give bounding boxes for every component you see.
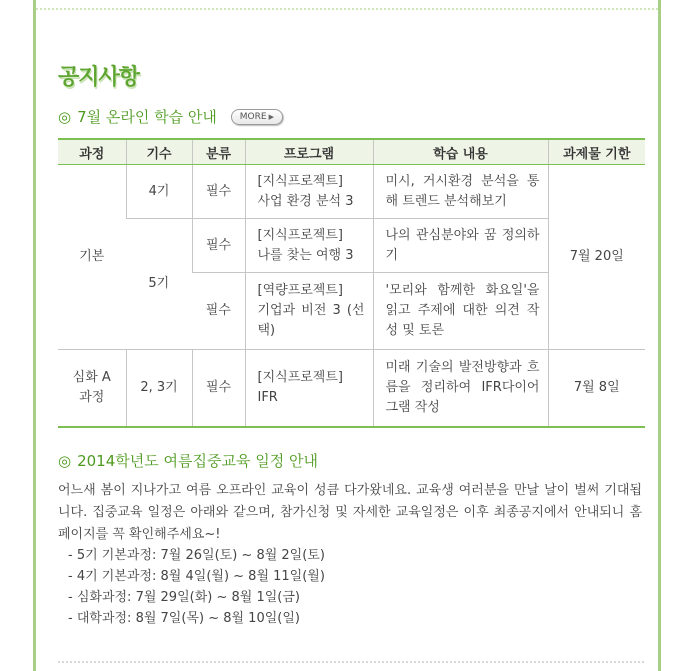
table-row bbox=[58, 165, 645, 219]
top-divider bbox=[36, 8, 658, 10]
list-item: - 심화과정: 7월 29일(화) ~ 8월 1일(금) bbox=[68, 590, 300, 605]
online-learning-table bbox=[58, 138, 645, 428]
schedule-intro-paragraph: 어느새 봄이 지나가고 여름 오프라인 교육이 성큼 다가왔네요. 교육생 여러분을 만날 날이 벌써 기대됩니다. 집중교육 일정은 아래와 같으며, 참가신청 및 자세한 교육일정은 이후 최종공지에서 안내되니 홈페이지를 꼭 확인해주세요~! bbox=[58, 483, 642, 542]
category-cell: 필수 bbox=[192, 219, 245, 273]
due-date-cell: 7월 20일 bbox=[548, 165, 645, 350]
program-cell: [역량프로젝트] 기업과 비전 3 (선택) bbox=[245, 273, 373, 350]
table-header-row bbox=[58, 139, 645, 165]
column-header: 과제물 기한 bbox=[548, 139, 645, 165]
section-summer-schedule-header bbox=[58, 450, 318, 471]
content-cell: '모리와 함께한 화요일'을 읽고 주제에 대한 의견 작성 및 토론 bbox=[373, 273, 548, 350]
section-online-learning-title: 7월 온라인 학습 안내 bbox=[77, 108, 217, 126]
category-cell: 필수 bbox=[192, 350, 245, 427]
column-header: 기수 bbox=[126, 139, 192, 165]
schedule-list bbox=[68, 545, 325, 629]
section-summer-schedule-title: 2014학년도 여름집중교육 일정 안내 bbox=[77, 452, 318, 470]
section-online-learning-header bbox=[58, 106, 283, 127]
content-cell: 미시, 거시환경 분석을 통해 트렌드 분석해보기 bbox=[373, 165, 548, 219]
triangle-right-icon: ▶ bbox=[268, 112, 274, 121]
bottom-divider bbox=[58, 661, 644, 663]
content-cell: 미래 기술의 발전방향과 흐름을 정리하여 IFR다이어그램 작성 bbox=[373, 350, 548, 427]
list-item: - 5기 기본과정: 7월 26일(토) ~ 8월 2일(토) bbox=[68, 548, 325, 563]
double-circle-icon: ◎ bbox=[58, 107, 72, 126]
generation-cell: 4기 bbox=[126, 165, 192, 219]
column-header: 프로그램 bbox=[245, 139, 373, 165]
page-title: 공지사항 bbox=[58, 65, 140, 90]
content-cell: 나의 관심분야와 꿈 정의하기 bbox=[373, 219, 548, 273]
program-cell: [지식프로젝트] IFR bbox=[245, 350, 373, 427]
due-date-cell: 7월 8일 bbox=[548, 350, 645, 427]
category-cell: 필수 bbox=[192, 273, 245, 350]
generation-cell: 5기 bbox=[126, 219, 192, 350]
course-cell: 기본 bbox=[58, 165, 126, 350]
more-button-label: MORE bbox=[239, 111, 267, 122]
generation-cell: 2, 3기 bbox=[126, 350, 192, 427]
column-header: 학습 내용 bbox=[373, 139, 548, 165]
category-cell: 필수 bbox=[192, 165, 245, 219]
table-row bbox=[58, 350, 645, 427]
column-header: 분류 bbox=[192, 139, 245, 165]
program-cell: [지식프로젝트] 나를 찾는 여행 3 bbox=[245, 219, 373, 273]
list-item: - 4기 기본과정: 8월 4일(월) ~ 8월 11일(월) bbox=[68, 569, 325, 584]
program-cell: [지식프로젝트] 사업 환경 분석 3 bbox=[245, 165, 373, 219]
double-circle-icon: ◎ bbox=[58, 451, 72, 470]
more-button[interactable] bbox=[231, 109, 283, 125]
course-cell: 심화 A 과정 bbox=[58, 350, 126, 427]
list-item: - 대학과정: 8월 7일(목) ~ 8월 10일(일) bbox=[68, 611, 300, 626]
column-header: 과정 bbox=[58, 139, 126, 165]
